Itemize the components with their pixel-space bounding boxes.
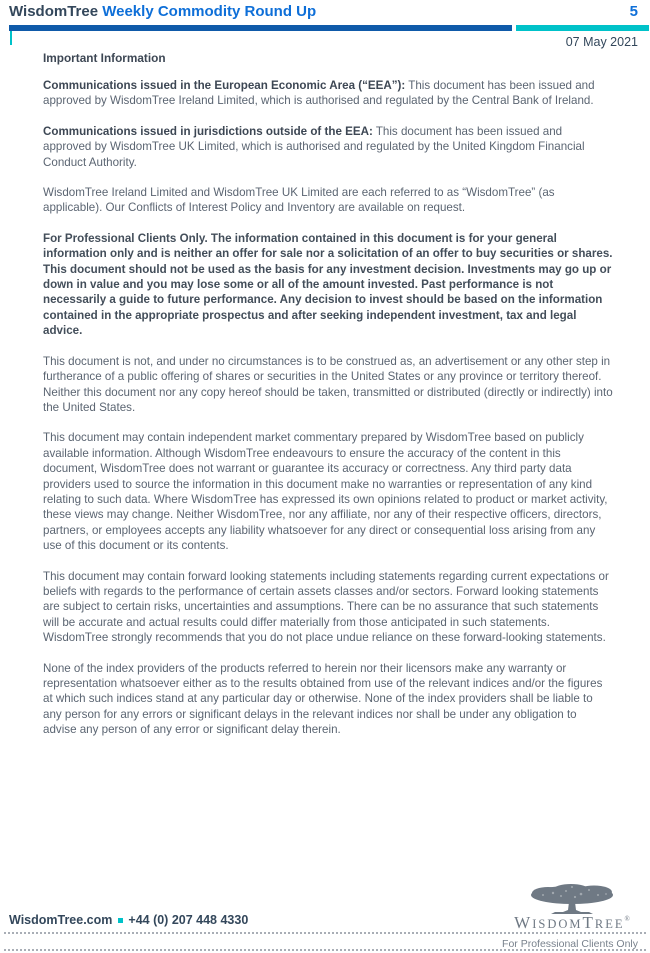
footer-dotted-rule xyxy=(4,932,646,934)
header-divider-bar xyxy=(9,25,649,31)
wisdomtree-logo xyxy=(504,883,640,933)
website-link[interactable]: WisdomTree.com xyxy=(9,913,113,927)
divider-blue-segment xyxy=(9,25,512,31)
paragraph-text: This document has been issued and approved by WisdomTree UK Limited, which is authorised and regulated by the United Kingdom Financial Conduct Authority. xyxy=(43,124,585,169)
document-date: 07 May 2021 xyxy=(565,35,638,49)
page-number: 5 xyxy=(629,3,638,20)
footer-contact xyxy=(9,913,248,927)
logo-wordmark xyxy=(504,913,640,933)
paragraph-text: This document has been issued and approved by WisdomTree Ireland Limited, which is authorised and regulated by the Central Bank of Ireland. xyxy=(43,79,595,108)
registered-mark: ® xyxy=(624,915,630,923)
footer-tagline: For Professional Clients Only xyxy=(502,938,638,950)
paragraph-eea xyxy=(43,78,613,109)
header-title xyxy=(9,3,316,20)
document-title: Weekly Commodity Round Up xyxy=(102,3,317,20)
paragraph-us-restriction: This document is not, and under no circumstances is to be construed as, an advertisement or any other step in furtherance of a public offering of shares or securities in the United States or any province or territory thereof. Neither this document nor any copy hereof should be taken, transmitted or distributed (directly or indirectly) into the United States. xyxy=(43,354,613,414)
divider-teal-segment xyxy=(516,25,649,31)
paragraph-outside-eea xyxy=(43,124,613,170)
paragraph-index-providers: None of the index providers of the products referred to herein nor their licensors make any warranty or representation whatsoever either as to the results obtained from use of the relevant indices and/or the figures at which such indices stand at any particular day or otherwise. None of the index providers shall be liable to any person for any errors or significant delays in the relevant indices nor shall be under any obligation to advise any person of any error or significant delay therein. xyxy=(43,661,603,737)
paragraph-lead: Communications issued in the European Economic Area (“EEA”): xyxy=(43,79,406,92)
brand-name: WisdomTree xyxy=(9,3,99,20)
paragraph-lead: Communications issued in jurisdictions outside of the EEA: xyxy=(43,124,373,138)
logo-letter: T xyxy=(582,913,595,932)
left-margin-teal-tick xyxy=(10,31,12,45)
paragraph-entities: WisdomTree Ireland Limited and WisdomTree UK Limited are each referred to as “WisdomTree” (as applicable). Our Conflicts of Interest Policy and Inventory are available on request. xyxy=(43,186,555,215)
logo-letters: REE xyxy=(594,917,625,931)
logo-letters: ISDOM xyxy=(532,917,583,931)
page-header xyxy=(9,3,638,20)
paragraph-market-commentary: This document may contain independent market commentary prepared by WisdomTree based on publicly available information. Although WisdomTree endeavours to ensure the accuracy of the content in this document, WisdomTree does not warrant or guarantee its accuracy or correctness. Any third party data providers used to source the information in this document make no warranties or representation of any kind relating to such data. Where WisdomTree has expressed its own opinions related to product or market activity, these views may change. Neither WisdomTree, nor any affiliate, nor any of their respective officers, directors, partners, or employees accepts any liability whatsoever for any direct or consequential loss arising from any use of this document or its contents. xyxy=(43,431,608,553)
bottom-dotted-rule xyxy=(4,949,646,951)
section-heading: Important Information xyxy=(43,51,166,65)
phone-number: +44 (0) 207 448 4330 xyxy=(128,913,249,927)
paragraph-professional-clients: For Professional Clients Only. The information contained in this document is for your general information only and is neither an offer for sale nor a solicitation of an offer to buy securities or shares. This document should not be used as the basis for any investment decision. Investments may go up or down in value and you may lose some or all of the amount invested. Past performance is not necessarily a guide to future performance. Any decision to invest should be based on the information contained in the appropriate prospectus and after seeking independent investment, tax and legal advice. xyxy=(43,231,613,338)
main-content xyxy=(43,51,613,753)
tree-icon xyxy=(528,883,616,915)
logo-letter: W xyxy=(514,913,533,932)
square-bullet-icon xyxy=(118,918,123,923)
paragraph-forward-looking: This document may contain forward looking statements including statements regarding current expectations or beliefs with regards to the performance of certain assets classes and/or sectors. Forward looking statements are subject to certain risks, uncertainties and assumptions. There can be no assurance that such statements will be accurate and actual results could differ materially from those anticipated in such statements. WisdomTree strongly recommends that you do not place undue reliance on these forward-looking statements. xyxy=(43,569,609,645)
